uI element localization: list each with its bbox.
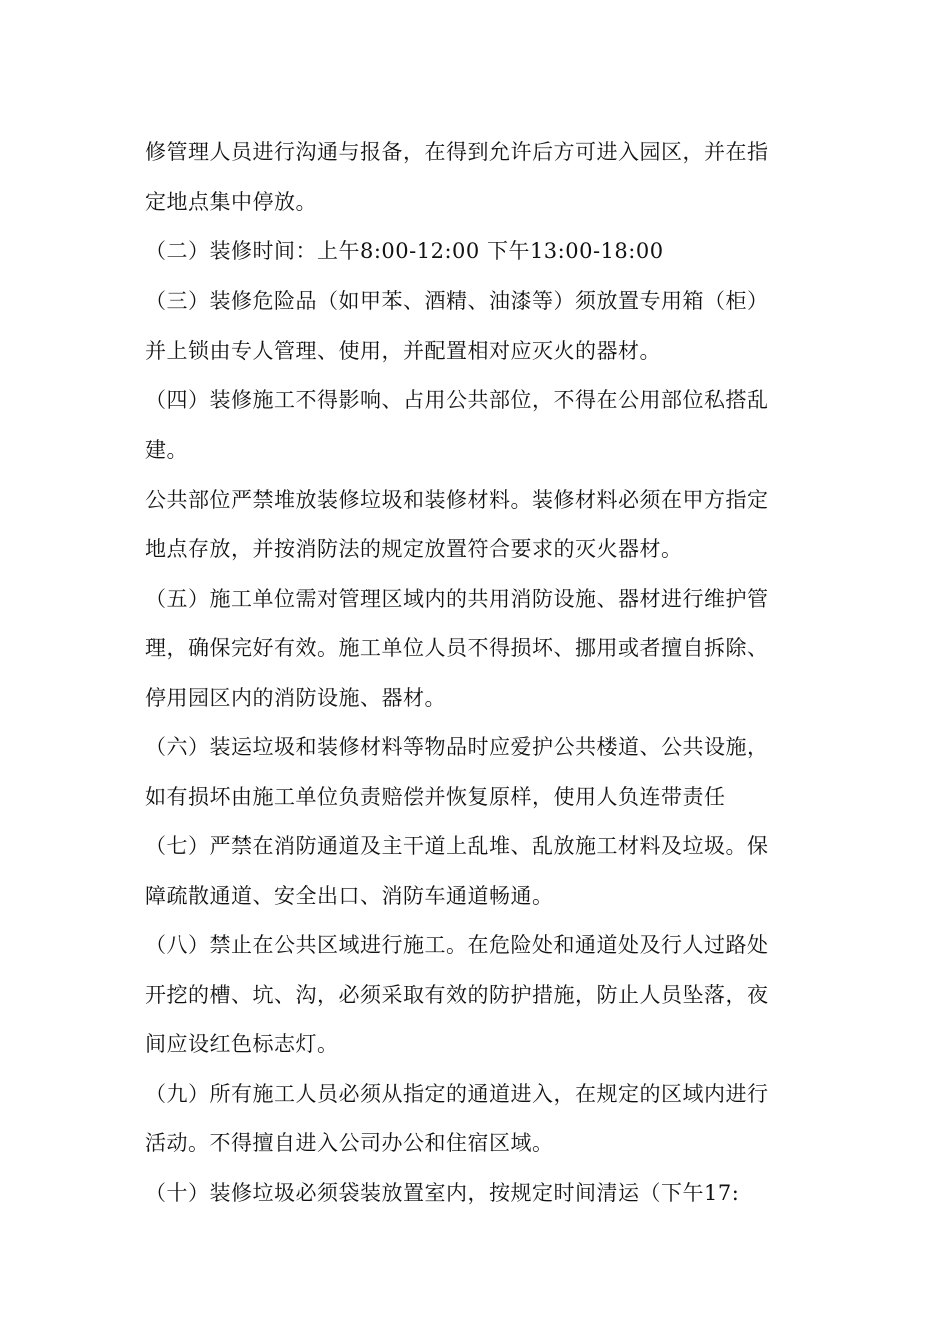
text-line: 如有损坏由施工单位负责赔偿并恢复原样，使用人负连带责任 xyxy=(145,785,726,809)
text-line: （五）施工单位需对管理区域内的共用消防设施、器材进行维护管 xyxy=(145,587,769,611)
text-line: （十）装修垃圾必须袋装放置室内，按规定时间清运（下午17: xyxy=(145,1181,740,1205)
text-line: （四）装修施工不得影响、占用公共部位，不得在公用部位私搭乱 xyxy=(145,388,769,412)
text-line: 开挖的槽、坑、沟，必须采取有效的防护措施，防止人员坠落，夜 xyxy=(145,983,769,1007)
text-line: 间应设红色标志灯。 xyxy=(145,1032,339,1056)
text-line: 公共部位严禁堆放装修垃圾和装修材料。装修材料必须在甲方指定 xyxy=(145,488,769,512)
text-line: 地点存放，并按消防法的规定放置符合要求的灭火器材。 xyxy=(145,537,683,561)
text-line: （八）禁止在公共区域进行施工。在危险处和通道处及行人过路处 xyxy=(145,933,769,957)
text-line: 理，确保完好有效。施工单位人员不得损坏、挪用或者擅自拆除、 xyxy=(145,636,769,660)
text-line: 活动。不得擅自进入公司办公和住宿区域。 xyxy=(145,1131,554,1155)
text-line: 并上锁由专人管理、使用，并配置相对应灭火的器材。 xyxy=(145,339,661,363)
text-line: （六）装运垃圾和装修材料等物品时应爱护公共楼道、公共设施， xyxy=(145,735,769,759)
text-line: 停用园区内的消防设施、器材。 xyxy=(145,686,446,710)
text-line: （二）装修时间：上午8:00-12:00 下午13:00-18:00 xyxy=(145,239,664,263)
text-line: 修管理人员进行沟通与报备，在得到允许后方可进入园区，并在指 xyxy=(145,140,769,164)
text-line: （七）严禁在消防通道及主干道上乱堆、乱放施工材料及垃圾。保 xyxy=(145,834,769,858)
text-line: 障疏散通道、安全出口、消防车通道畅通。 xyxy=(145,884,554,908)
text-line: 定地点集中停放。 xyxy=(145,190,317,214)
text-line: （九）所有施工人员必须从指定的通道进入，在规定的区域内进行 xyxy=(145,1082,769,1106)
text-line: （三）装修危险品（如甲苯、酒精、油漆等）须放置专用箱（柜） xyxy=(145,289,769,313)
text-line: 建。 xyxy=(145,438,188,462)
